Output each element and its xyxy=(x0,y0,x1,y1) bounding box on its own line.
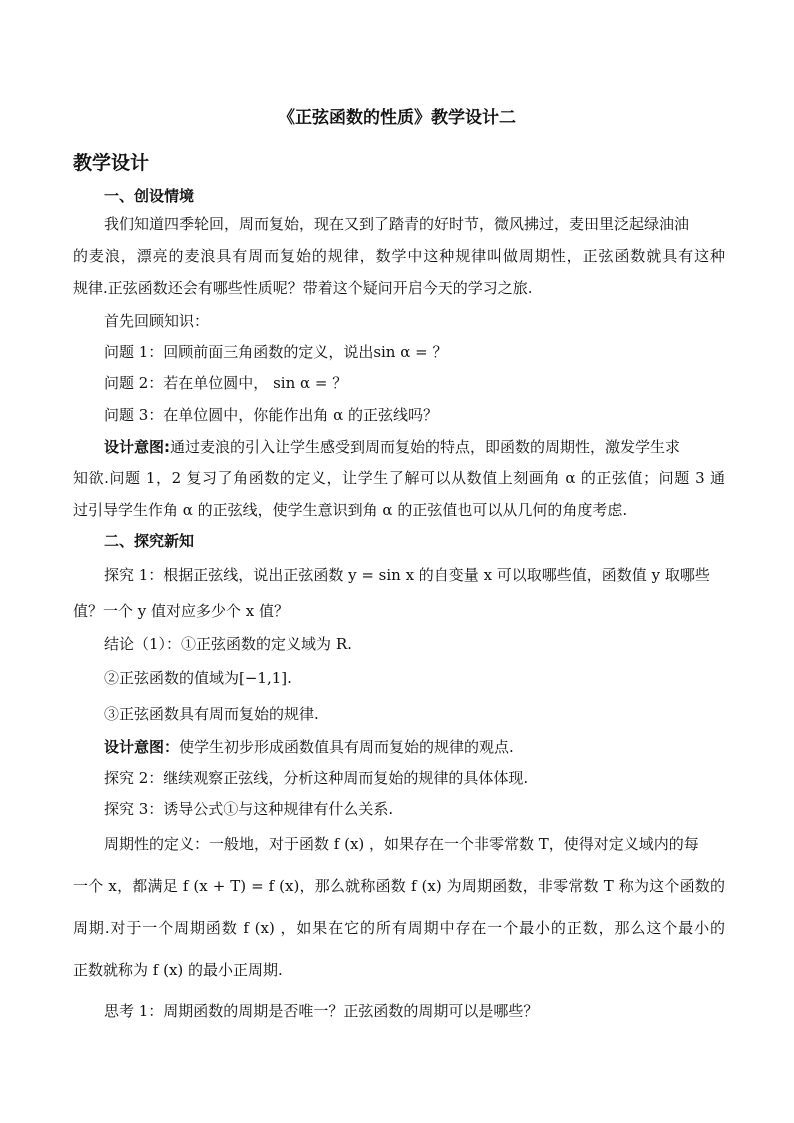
conclusion-3: ③正弦函数具有周而复始的规律. xyxy=(104,705,319,723)
intent-line-3: 过引导学生作角 α 的正弦线，使学生意识到角 α 的正弦值也可以从几何的角度考虑. xyxy=(73,501,628,519)
explore-2: 探究 2：继续观察正弦线，分析这种周而复始的规律的具体体现. xyxy=(104,769,529,787)
think-1: 思考 1：周期函数的周期是否唯一？正弦函数的周期可以是哪些？ xyxy=(104,1002,539,1020)
definition-line-2: 一个 x，都满足 f (x + T) = f (x)，那么就称函数 f (x) 为周期函数，非零常数 T 称为这个函数的 xyxy=(73,877,725,895)
document-title: 《正弦函数的性质》教学设计二 xyxy=(278,108,516,128)
main-heading: 教学设计 xyxy=(73,152,150,174)
section-heading-1: 一、创设情境 xyxy=(104,187,195,205)
intent-label: 设计意图: xyxy=(104,438,170,456)
conclusion-2: ②正弦函数的值域为[−1,1]. xyxy=(104,669,292,687)
question-3: 问题 3：在单位圆中，你能作出角 α 的正弦线吗？ xyxy=(104,406,438,424)
intent2-label: 设计意图： xyxy=(104,738,180,756)
explore-3: 探究 3：诱导公式①与这种规律有什么关系. xyxy=(104,800,394,818)
intent-line-2: 知欲.问题 1，2 复习了角函数的定义，让学生了解可以从数值上刻画角 α 的正弦值；问题 3 通 xyxy=(73,469,725,487)
question-1: 问题 1：回顾前面三角函数的定义，说出sin α = ？ xyxy=(104,343,448,361)
intent2-text: 使学生初步形成函数值具有周而复始的规律的观点. xyxy=(179,738,514,756)
explore1-line-1: 探究 1：根据正弦线，说出正弦函数 y = sin x 的自变量 x 可以取哪些值，函数值 y 取哪些 xyxy=(104,566,710,584)
question-2: 问题 2：若在单位圆中， sin α = ？ xyxy=(104,374,348,392)
intro-line-2: 的麦浪，漂亮的麦浪具有周而复始的规律，数学中这种规律叫做周期性，正弦函数就具有这种 xyxy=(73,247,725,265)
intent2-line xyxy=(104,737,794,757)
intent-line-1 xyxy=(104,437,724,457)
definition-line-4: 正数就称为 f (x) 的最小正周期. xyxy=(73,961,283,979)
definition-line-3: 周期.对于一个周期函数 f (x) ，如果在它的所有周期中存在一个最小的正数，那么这个最小的 xyxy=(73,919,725,937)
definition-line-1: 周期性的定义：一般地，对于函数 f (x) ，如果存在一个非零常数 T，使得对定义域内的每 xyxy=(104,835,699,853)
intent-text-1: 通过麦浪的引入让学生感受到周而复始的特点，即函数的周期性，激发学生求 xyxy=(170,438,681,456)
review-line: 首先回顾知识： xyxy=(104,312,210,330)
conclusion-1: 结论（1）：①正弦函数的定义域为 R. xyxy=(104,635,352,653)
intro-line-1: 我们知道四季轮回，周而复始，现在又到了踏青的好时节，微风拂过，麦田里泛起绿油油 xyxy=(104,215,690,233)
section-heading-2: 二、探究新知 xyxy=(104,532,195,550)
intro-line-3: 规律.正弦函数还会有哪些性质呢？带着这个疑问开启今天的学习之旅. xyxy=(73,279,533,297)
explore1-line-2: 值？一个 y 值对应多少个 x 值？ xyxy=(73,602,290,620)
